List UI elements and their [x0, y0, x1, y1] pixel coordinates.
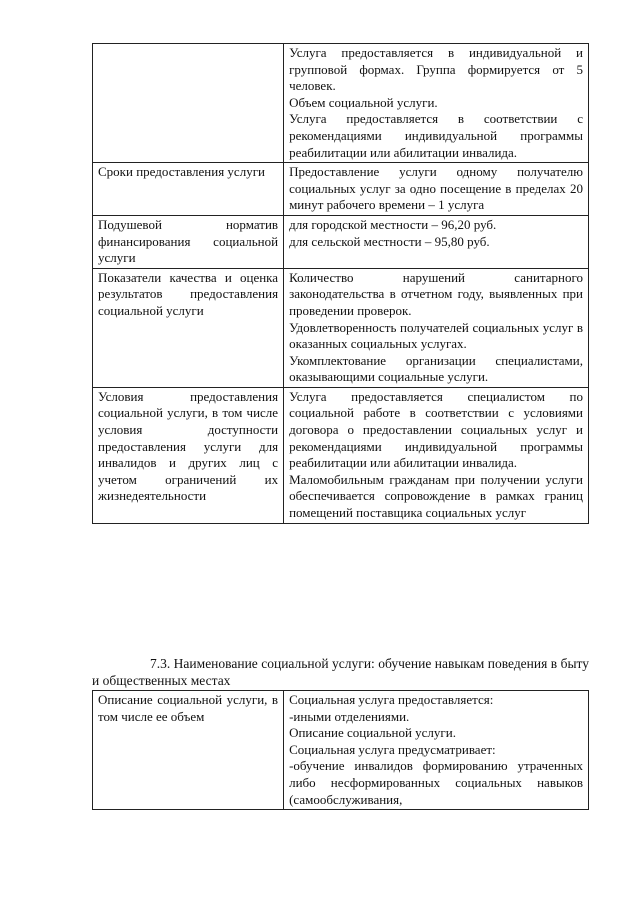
row-label-cell: [93, 44, 284, 163]
paragraph: для сельской местности – 95,80 руб.: [289, 233, 490, 249]
table-row: [93, 268, 589, 387]
table-row: [93, 44, 589, 163]
section-heading: 7.3. Наименование социальной услуги: обучение навыкам поведения в быту и общественных местах: [92, 656, 589, 688]
row-content-cell: [284, 44, 589, 163]
paragraph: Удовлетворенность получателей социальных услуг в оказанных социальных услугах.: [289, 319, 583, 352]
row-content-cell: [284, 387, 589, 523]
paragraph: Социальная услуга предусматривает:: [289, 741, 496, 757]
row-label-cell: Условия предоставления социальной услуги, в том числе условия доступности предоставления услуги для инвалидов и других лиц с учетом ограничений их жизнедеятельности: [93, 387, 284, 523]
paragraph: Услуга предоставляется в индивидуальной и групповой формах. Группа формируется от 5 человек.: [289, 45, 583, 94]
row-content-cell: [284, 163, 589, 216]
table-row: [93, 691, 589, 810]
row-content-cell: [284, 215, 589, 268]
paragraph: Предоставление услуги одному получателю социальных услуг за одно посещение в пределах 20 минут рабочего времени – 1 услуга: [289, 164, 583, 213]
row-label-cell: Описание социальной услуги, в том числе ее объем: [93, 691, 284, 810]
table-row: [93, 163, 589, 216]
row-label-cell: Показатели качества и оценка результатов предоставления социальной услуги: [93, 268, 284, 387]
paragraph: -обучение инвалидов формированию утраченных либо несформированных социальных навыков (самообслуживания,: [289, 758, 583, 807]
row-content-cell: [284, 691, 589, 810]
paragraph: Объем социальной услуги.: [289, 94, 438, 110]
row-label-cell: Сроки предоставления услуги: [93, 163, 284, 216]
service-description-table: [92, 690, 589, 810]
paragraph: Количество нарушений санитарного законодательства в отчетном году, выявленных при проведении проверок.: [289, 269, 583, 318]
paragraph: для городской местности – 96,20 руб.: [289, 216, 497, 232]
paragraph: Описание социальной услуги.: [289, 725, 456, 741]
paragraph: Услуга предоставляется в соответствии с рекомендациями индивидуальной программы реабилитации или абилитации инвалида.: [289, 111, 583, 160]
table-row: [93, 387, 589, 523]
services-table: [92, 43, 589, 524]
paragraph: Маломобильным гражданам при получении услуги обеспечивается сопровождение в рамках границ помещений поставщика социальных услуг: [289, 471, 583, 521]
paragraph: -иными отделениями.: [289, 708, 410, 724]
row-content-cell: [284, 268, 589, 387]
paragraph: Укомплектование организации специалистами, оказывающими социальные услуги.: [289, 352, 583, 385]
paragraph: Услуга предоставляется специалистом по социальной работе в соответствии с условиями договора о предоставлении социальных услуг и рекомендациями индивидуальной программы реабилитации или абилитации инвалида.: [289, 388, 583, 471]
table-row: [93, 215, 589, 268]
row-label-cell: Подушевой норматив финансирования социальной услуги: [93, 215, 284, 268]
paragraph: Социальная услуга предоставляется:: [289, 692, 494, 707]
